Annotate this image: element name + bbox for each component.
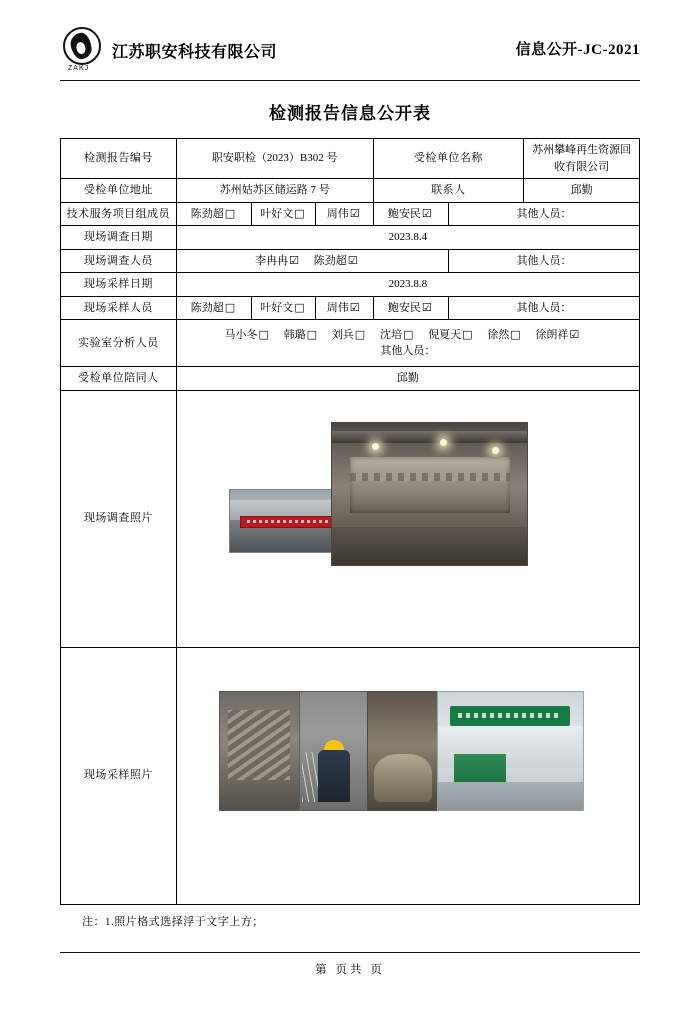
photo-floor-shape <box>332 527 527 565</box>
sampling-staff-0-checkbox[interactable]: □ <box>224 300 236 314</box>
sampling-staff-3 <box>373 296 448 320</box>
photo-floor-shape <box>438 782 583 810</box>
lab-staff-4-checkbox[interactable]: □ <box>462 327 473 341</box>
team-member-3-checkbox[interactable]: ☑ <box>421 206 432 220</box>
sampling-photo-cell <box>176 647 639 904</box>
sampling-date-label: 现场采样日期 <box>61 273 177 297</box>
table-row <box>61 296 640 320</box>
survey-staff-1 <box>314 253 360 270</box>
survey-photo-cell <box>176 390 639 647</box>
photo-pile-shape <box>374 754 432 802</box>
team-member-3-name: 鲍安民 <box>387 207 421 220</box>
photo-ceiling-beam <box>332 431 527 443</box>
lab-staff-0 <box>224 327 270 344</box>
sampling-date-value: 2023.8.8 <box>176 273 639 297</box>
contact-label: 联系人 <box>373 179 524 203</box>
report-no-value: 职安职检（2023）B302 号 <box>176 139 373 179</box>
client-name-value: 苏州攀峰再生资源回收有限公司 <box>524 139 640 179</box>
photo-lamp-icon <box>440 439 447 446</box>
survey-staff-0-checkbox[interactable]: ☑ <box>289 253 299 267</box>
photo-red-banner <box>240 516 338 528</box>
photo-tripod-shape <box>302 752 318 802</box>
photo-indoor-office <box>437 691 584 811</box>
survey-staff-list <box>176 249 448 273</box>
table-row <box>61 226 640 250</box>
logo-acronym: ZAKJ <box>68 65 90 72</box>
lab-staff-1-checkbox[interactable]: □ <box>306 327 318 341</box>
lab-staff-3-checkbox[interactable]: □ <box>402 327 414 341</box>
sampling-staff-3-checkbox[interactable]: ☑ <box>421 300 432 314</box>
lab-staff-names <box>181 327 635 344</box>
team-member-1-name: 叶好文 <box>260 207 294 220</box>
survey-photo-collage <box>181 394 635 644</box>
client-address-label: 受检单位地址 <box>61 179 177 203</box>
team-member-1 <box>252 202 316 226</box>
photo-stair-shape <box>228 710 290 780</box>
table-row <box>61 273 640 297</box>
survey-staff-other-label: 其他人员： <box>448 249 639 273</box>
footer-divider <box>60 952 640 953</box>
photo-material-pile <box>367 691 439 811</box>
report-no-label: 检测报告编号 <box>61 139 177 179</box>
lab-staff-0-name: 马小冬 <box>224 328 258 341</box>
lab-staff-3 <box>380 327 415 344</box>
company-name: 江苏职安科技有限公司 <box>112 43 278 61</box>
sampling-staff-1-name: 叶好文 <box>260 301 294 314</box>
sampling-staff-2-name: 周伟 <box>326 301 349 314</box>
lab-staff-0-checkbox[interactable]: □ <box>258 327 269 341</box>
photo-green-signboard <box>450 706 570 726</box>
lab-staff-1 <box>284 327 319 344</box>
table-row <box>61 179 640 203</box>
photo-person-shape <box>318 750 350 802</box>
survey-date-value: 2023.8.4 <box>176 226 639 250</box>
survey-staff-1-name: 陈劲超 <box>313 254 347 267</box>
lab-staff-list <box>176 320 639 367</box>
header-divider <box>60 80 640 81</box>
team-member-0 <box>176 202 251 226</box>
lab-staff-4 <box>428 327 474 344</box>
photo-helmet-shape <box>324 740 344 751</box>
survey-photo-label: 现场调查照片 <box>61 390 177 647</box>
sampling-photo-label: 现场采样照片 <box>61 647 177 904</box>
photo-plant-interior <box>331 422 528 566</box>
photo-conveyor-structure <box>219 691 301 811</box>
accompany-label: 受检单位陪同人 <box>61 367 177 391</box>
survey-date-label: 现场调查日期 <box>61 226 177 250</box>
document-header <box>60 22 640 78</box>
photo-lamp-icon <box>372 443 379 450</box>
team-member-0-checkbox[interactable]: □ <box>224 206 236 220</box>
table-row-sampling-photos <box>61 647 640 904</box>
accompany-value: 邱勤 <box>176 367 639 391</box>
contact-value: 邱勤 <box>524 179 640 203</box>
company-logo <box>60 27 106 73</box>
report-info-table <box>60 138 640 905</box>
sampling-staff-0-name: 陈劲超 <box>190 301 224 314</box>
page-title: 检测报告信息公开表 <box>269 104 431 123</box>
sampling-staff-1 <box>252 296 316 320</box>
lab-staff-5-name: 徐然 <box>487 328 510 341</box>
table-row <box>61 139 640 179</box>
sampling-staff-2 <box>315 296 373 320</box>
lab-staff-3-name: 沈培 <box>379 328 402 341</box>
sampling-staff-2-checkbox[interactable]: ☑ <box>349 300 360 314</box>
table-note: 注：1.照片格式选择浮于文字上方； <box>82 915 264 928</box>
document-page <box>0 22 700 1011</box>
table-row <box>61 202 640 226</box>
photo-machine-shape <box>350 457 510 513</box>
survey-staff-1-checkbox[interactable]: ☑ <box>347 253 358 267</box>
lab-staff-2-checkbox[interactable]: □ <box>354 327 366 341</box>
team-member-0-name: 陈劲超 <box>190 207 224 220</box>
lab-staff-6 <box>535 327 581 344</box>
lab-staff-6-checkbox[interactable]: ☑ <box>569 327 580 341</box>
survey-staff-0 <box>255 253 301 270</box>
survey-staff-label: 现场调查人员 <box>61 249 177 273</box>
lab-staff-5-checkbox[interactable]: □ <box>510 327 521 341</box>
client-address-value: 苏州姑苏区储运路 7 号 <box>176 179 373 203</box>
table-row-survey-photos <box>61 390 640 647</box>
document-footer <box>60 952 640 977</box>
survey-staff-0-name: 李冉冉 <box>255 254 289 267</box>
team-other-label: 其他人员： <box>448 202 639 226</box>
sampling-photo-collage <box>181 651 635 901</box>
photo-worker-sampling <box>299 691 369 811</box>
lab-staff-1-name: 韩璐 <box>283 328 306 341</box>
table-row <box>61 249 640 273</box>
lab-staff-2-name: 刘兵 <box>331 328 354 341</box>
table-row <box>61 367 640 391</box>
team-member-2-name: 周伟 <box>326 207 349 220</box>
team-label: 技术服务项目组成员 <box>61 202 177 226</box>
client-name-label: 受检单位名称 <box>373 139 524 179</box>
sampling-staff-other-label: 其他人员： <box>448 296 639 320</box>
team-member-2-checkbox[interactable]: ☑ <box>349 206 360 220</box>
photo-lamp-icon <box>492 447 499 454</box>
table-row <box>61 320 640 367</box>
team-member-3 <box>373 202 448 226</box>
page-number: 第 页共 页 <box>315 964 385 976</box>
sampling-staff-label: 现场采样人员 <box>61 296 177 320</box>
team-member-2 <box>315 202 373 226</box>
lab-staff-6-name: 徐朗祥 <box>535 328 569 341</box>
document-code: 信息公开-JC-2021 <box>515 42 640 58</box>
lab-staff-other-label: 其他人员： <box>380 345 436 357</box>
sampling-staff-1-checkbox[interactable]: □ <box>294 300 305 314</box>
team-member-1-checkbox[interactable]: □ <box>294 206 305 220</box>
sampling-staff-0 <box>176 296 251 320</box>
lab-staff-5 <box>487 327 522 344</box>
sampling-staff-3-name: 鲍安民 <box>387 301 421 314</box>
lab-staff-4-name: 倪夏天 <box>428 328 462 341</box>
lab-staff-label: 实验室分析人员 <box>61 320 177 367</box>
lab-staff-2 <box>332 327 367 344</box>
